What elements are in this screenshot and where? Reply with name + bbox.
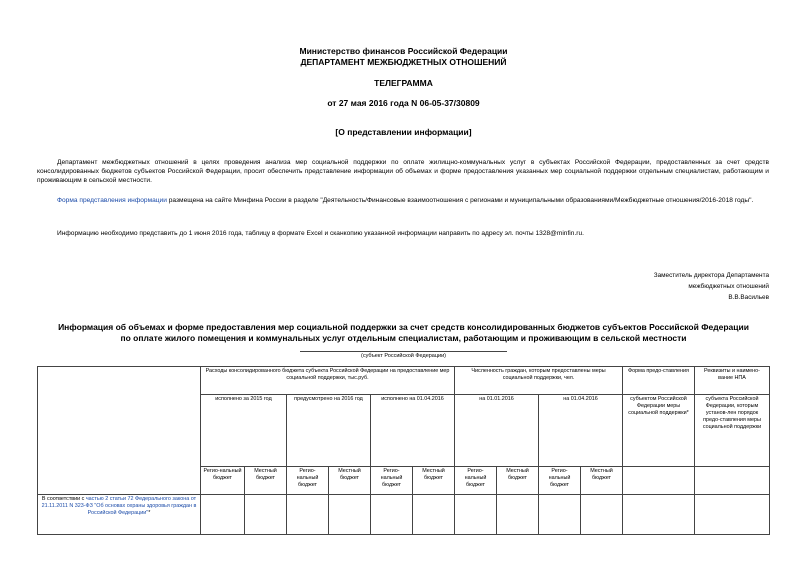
data-cell <box>413 495 455 535</box>
data-cell <box>201 495 245 535</box>
data-cell <box>287 495 329 535</box>
signature-name: В.В.Васильев <box>728 294 769 301</box>
table-row <box>38 495 770 535</box>
row-law-reference <box>38 495 201 535</box>
subject-underline <box>300 351 507 352</box>
budget-regional-4: Регио-нальный бюджет <box>455 467 497 495</box>
row-law-mark: * <box>148 510 151 516</box>
signature-position-line1: Заместитель директора Департамента <box>653 272 769 279</box>
data-cell <box>539 495 581 535</box>
expenses-header: Расходы консолидированного бюджета субъекта Российской Федерации на предоставление мер социальной поддержки, тыс.руб. <box>201 367 455 395</box>
data-cell <box>329 495 371 535</box>
form-sub-text: субъектом Российской Федерации меры социальной поддержки <box>628 396 687 416</box>
data-cell <box>371 495 413 535</box>
form-sub <box>623 395 695 467</box>
document-subject: [О представлении информации] <box>335 127 472 137</box>
form-mark: * <box>686 410 689 416</box>
signature-position-line2: межбюджетных отношений <box>688 283 769 290</box>
period-2015-executed: исполнено за 2015 год <box>201 395 287 467</box>
department-name: ДЕПАРТАМЕНТ МЕЖБЮДЖЕТНЫХ ОТНОШЕНИЙ <box>300 57 507 67</box>
subject-placeholder: (субъект Российской Федерации) <box>360 353 446 359</box>
data-cell <box>623 495 695 535</box>
paragraph-deadline: Информацию необходимо представить до 1 июня 2016 года, таблицу в формате Excel и сканкопию указанной информации направить по адресу эл. почты 1328@minfin.ru. <box>57 230 584 237</box>
citizens-header: Численность граждан, которым предоставлены меры социальной поддержки, чел. <box>455 367 623 395</box>
budget-regional-1: Регио-нальный бюджет <box>201 467 245 495</box>
paragraph-form-location <box>37 196 769 205</box>
info-table <box>37 366 770 535</box>
data-cell <box>695 495 770 535</box>
budget-local-1: Местный бюджет <box>245 467 287 495</box>
budget-regional-5: Регио-нальный бюджет <box>539 467 581 495</box>
budget-regional-2: Регио-нальный бюджет <box>287 467 329 495</box>
form-location-text: размещена на сайте Минфина России в разделе "Деятельность/Финансовые взаимоотношения с регионами и муниципальными образованиями/Межбюджетные отношения/2016-2018 годы". <box>166 197 754 204</box>
info-title-line2: по оплате жилого помещения и коммунальных услуг отдельным специалистам, работающим и проживающим в сельской местности <box>120 333 687 343</box>
paragraph-request: Департамент межбюджетных отношений в целях проведения анализа мер социальной поддержки по оплате жилищно-коммунальных услуг в субъектах Российской Федерации, предоставленных за счет средств консолидированных бюджетов субъектов Российской Федерации, просит обеспечить представление информации об объемах и форме предоставления указанных мер социальной поддержки отдельным специалистам, работающим и проживающим в сельской местности. <box>37 159 769 185</box>
data-cell <box>581 495 623 535</box>
requisites-header: Реквизиты и наимено-вание НПА <box>695 367 770 395</box>
empty-cell <box>695 467 770 495</box>
empty-cell <box>623 467 695 495</box>
budget-local-2: Местный бюджет <box>329 467 371 495</box>
form-link[interactable]: Форма представления информации <box>57 197 167 204</box>
federal-law-link[interactable]: Федерального закона от 21.11.2011 N 323-ФЗ "Об основах охраны здоровья граждан в Российской Федерации" <box>41 496 197 516</box>
budget-local-4: Местный бюджет <box>497 467 539 495</box>
row-law-prefix: В соответствии с <box>41 496 86 502</box>
document-date-number: от 27 мая 2016 года N 06-05-37/30809 <box>327 98 480 108</box>
data-cell <box>245 495 287 535</box>
empty-header-cell <box>38 367 201 495</box>
form-header: Форма предо-ставления <box>623 367 695 395</box>
ministry-name: Министерство финансов Российской Федерации <box>299 46 508 56</box>
data-cell <box>455 495 497 535</box>
period-executed-0104: исполнено на 01.04.2016 <box>371 395 455 467</box>
budget-local-5: Местный бюджет <box>581 467 623 495</box>
requisites-sub: субъекта Российской Федерации, которым установ-лен порядок предо-ставления меры социальной поддержки <box>695 395 770 467</box>
period-0101: на 01.01.2016 <box>455 395 539 467</box>
info-title-line1: Информация об объемах и форме предоставления мер социальной поддержки за счет средств консолидированных бюджетов субъектов Российской Федерации <box>58 322 749 332</box>
period-0104: на 01.04.2016 <box>539 395 623 467</box>
period-2016-planned: предусмотрено на 2016 год <box>287 395 371 467</box>
law-article-link[interactable]: частью 2 статьи 72 <box>85 496 134 502</box>
document-type: ТЕЛЕГРАММА <box>374 78 433 88</box>
budget-regional-3: Регио-нальный бюджет <box>371 467 413 495</box>
data-cell <box>497 495 539 535</box>
budget-local-3: Местный бюджет <box>413 467 455 495</box>
